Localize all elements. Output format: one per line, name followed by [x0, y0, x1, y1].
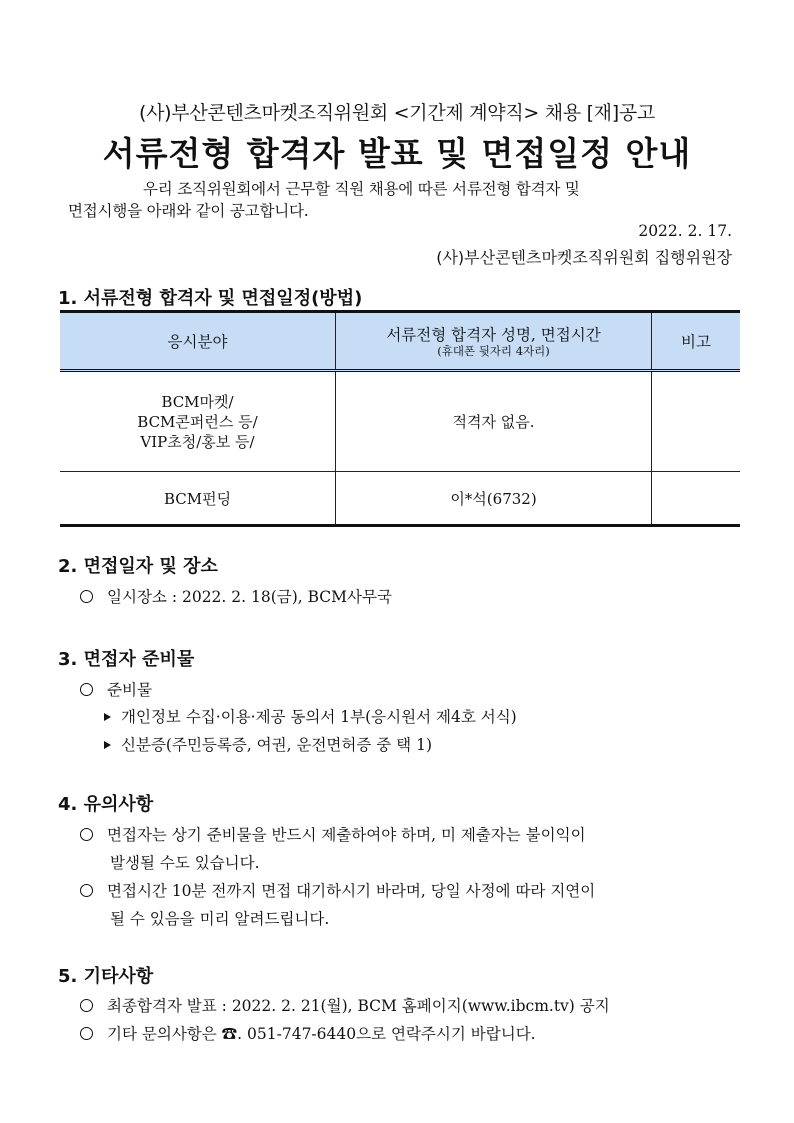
list-item: [80, 821, 740, 877]
item-text: 준비물: [107, 681, 152, 699]
header-note: 비고: [652, 312, 741, 371]
results-table: [60, 310, 740, 527]
cell-field: [60, 371, 336, 472]
triangle-bullet-icon: [104, 741, 111, 749]
field-line-3: VIP초청/홍보 등/: [140, 432, 255, 451]
header-field: 응시분야: [60, 312, 336, 371]
list-item: [80, 877, 740, 933]
section-4-heading: 4. 유의사항: [58, 794, 154, 815]
circle-bullet-icon: [80, 1027, 93, 1040]
header-result: [336, 312, 652, 371]
cell-note: [652, 371, 741, 472]
list-item: [80, 1022, 536, 1044]
item-text-continued: 될 수 있음을 미리 알려드립니다.: [110, 910, 330, 928]
triangle-bullet-icon: [104, 713, 111, 721]
circle-bullet-icon: [80, 683, 93, 696]
header-result-sub: (휴대폰 뒷자리 4자리): [437, 344, 550, 358]
item-text: 기타 문의사항은 ☎. 051-747-6440으로 연락주시기 바랍니다.: [107, 1025, 536, 1043]
circle-bullet-icon: [80, 828, 93, 841]
notice-subtitle: (사)부산콘텐츠마켓조직위원회 <기간제 계약직> 채용 [재]공고: [139, 102, 655, 124]
item-text: 일시장소 : 2022. 2. 18(금), BCM사무국: [107, 588, 392, 606]
cell-result: 이*석(6732): [336, 472, 652, 526]
list-item: [80, 585, 392, 607]
page-title: 서류전형 합격자 발표 및 면접일정 안내: [102, 134, 692, 173]
section-2-heading: 2. 면접일자 및 장소: [58, 556, 218, 577]
table-row: [60, 371, 740, 472]
sub-item-text: 신분증(주민등록증, 여권, 운전면허증 중 택 1): [121, 736, 432, 754]
table-header-row: [60, 312, 740, 371]
sub-item-text: 개인정보 수집·이용·제공 동의서 1부(응시원서 제4호 서식): [121, 708, 517, 726]
item-text-continued: 발생될 수도 있습니다.: [110, 854, 260, 872]
circle-bullet-icon: [80, 884, 93, 897]
intro-line-2: 면접시행을 아래와 같이 공고합니다.: [68, 202, 309, 220]
item-text: 최종합격자 발표 : 2022. 2. 21(월), BCM 홈페이지(www.ibcm.tv) 공지: [107, 997, 610, 1015]
list-item: [80, 994, 610, 1016]
item-text: 면접자는 상기 준비물을 반드시 제출하여야 하며, 미 제출자는 불이익이: [107, 826, 586, 844]
field-line-1: BCM마켓/: [161, 392, 234, 411]
item-text: 면접시간 10분 전까지 면접 대기하시기 바라며, 당일 사정에 따라 지연이: [107, 882, 596, 900]
circle-bullet-icon: [80, 999, 93, 1012]
sub-list-item: [104, 705, 517, 727]
section-3-heading: 3. 면접자 준비물: [58, 649, 195, 670]
cell-field: BCM펀딩: [60, 472, 336, 526]
sub-list-item: [104, 733, 432, 755]
cell-note: [652, 472, 741, 526]
table-row: [60, 472, 740, 526]
cell-result: 적격자 없음.: [336, 371, 652, 472]
issuing-organization: (사)부산콘텐츠마켓조직위원회 집행위원장: [436, 248, 732, 267]
circle-bullet-icon: [80, 590, 93, 603]
section-1-heading: 1. 서류전형 합격자 및 면접일정(방법): [58, 288, 363, 309]
section-5-heading: 5. 기타사항: [58, 966, 154, 987]
intro-line-1: 우리 조직위원회에서 근무할 직원 채용에 따른 서류전형 합격자 및: [143, 180, 580, 198]
header-result-label: 서류전형 합격자 성명, 면접시간: [386, 326, 601, 344]
list-item: [80, 678, 152, 700]
field-line-2: BCM콘퍼런스 등/: [137, 412, 258, 431]
intro-paragraph: [68, 178, 733, 222]
notice-date: 2022. 2. 17.: [638, 222, 732, 240]
